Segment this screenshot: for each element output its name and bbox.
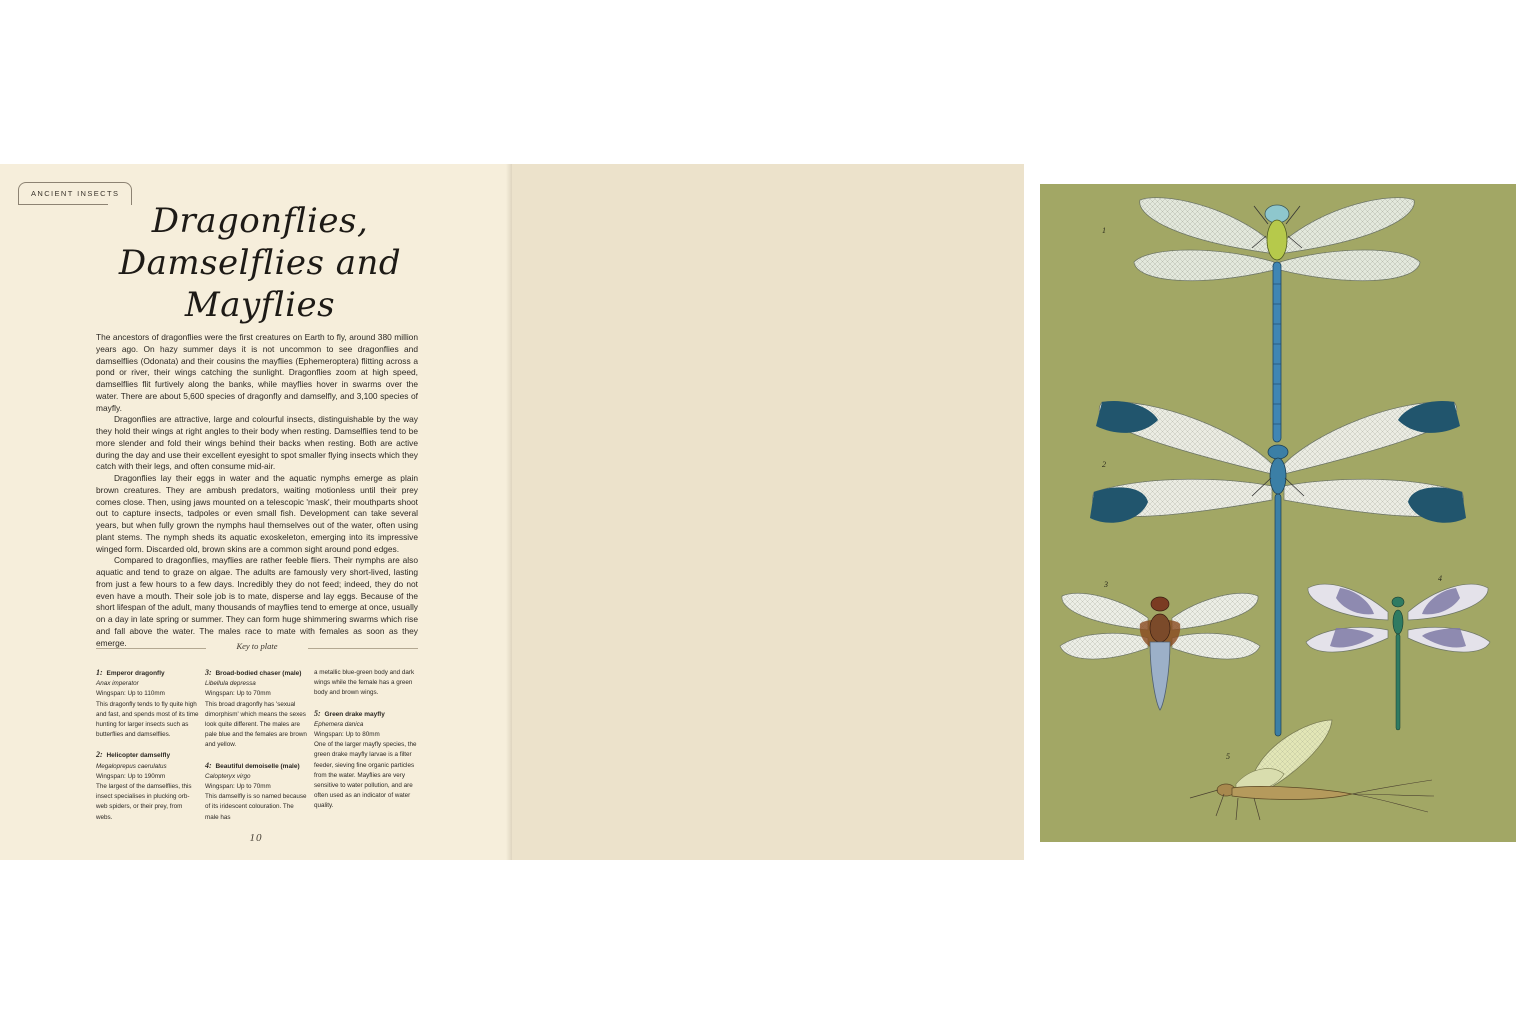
insect-illustrations bbox=[1040, 184, 1516, 842]
key-entry-name: Broad-bodied chaser (male) bbox=[215, 670, 302, 677]
key-entry-wingspan: Wingspan: Up to 70mm bbox=[205, 783, 271, 791]
key-column-1 bbox=[96, 668, 200, 833]
key-column-2 bbox=[205, 668, 309, 833]
key-entry-1 bbox=[96, 668, 200, 740]
key-entry-description: One of the larger mayfly species, the green drake mayfly larvae is a filter feeder, sieving fine organic particles from the water. Mayflies are very sensitive to water pollution, and are often used as an indicator of water quality. bbox=[314, 741, 417, 810]
plate-number-1: 1 bbox=[1102, 226, 1106, 235]
page-number: 10 bbox=[249, 832, 263, 844]
plate-number-5: 5 bbox=[1226, 752, 1230, 761]
title-line-2: Damselflies and bbox=[118, 243, 402, 283]
helicopter-damselfly-illustration bbox=[1090, 401, 1466, 736]
key-entry-description: The largest of the damselflies, this insect specialises in plucking orb-web spiders, or their prey, from webs. bbox=[96, 783, 192, 821]
key-entry-scientific-name: Anax imperator bbox=[96, 680, 139, 688]
key-entry-2 bbox=[96, 750, 200, 822]
body-paragraph-2: Dragonflies are attractive, large and colourful insects, distinguishable by the way they hold their wings at right angles to their body when resting. Damselflies tend to be more slender and fold their wings behind their backs when resting. Both are active during the day and use their excellent eyesight to spot smaller flying insects which they catch with their legs, and often consume mid-air. bbox=[96, 414, 418, 472]
key-entry-scientific-name: Megaloprepus caerulatus bbox=[96, 762, 167, 770]
section-tag: ANCIENT INSECTS bbox=[18, 182, 132, 205]
key-rule-right bbox=[308, 648, 418, 649]
key-entry-description: This dragonfly tends to fly quite high and fast, and spends most of its time hunting for larger insects such as butterflies and damselflies. bbox=[96, 700, 199, 739]
key-entry-number: 2: bbox=[96, 750, 103, 760]
key-entry-scientific-name: Ephemera danica bbox=[314, 720, 364, 728]
illustration-plate bbox=[1040, 184, 1516, 842]
key-entry-wingspan: Wingspan: Up to 80mm bbox=[314, 731, 380, 739]
key-entry-name: Helicopter damselfly bbox=[106, 752, 171, 760]
key-entry-name: Beautiful demoiselle (male) bbox=[215, 762, 300, 770]
key-entry-wingspan: Wingspan: Up to 190mm bbox=[96, 772, 166, 780]
book-spread bbox=[0, 164, 1442, 860]
body-paragraph-1: The ancestors of dragonflies were the first creatures on Earth to fly, around 380 million years ago. On hazy summer days it is not uncommon to see dragonflies and damselflies (Odonata) and their cousins the mayflies (Ephemeroptera) flitting across a pond or river, their wings catching the sunlight. Dragonflies zoom at high speed, damselflies flit furtively along the banks, while mayflies hover in swarms over the water. There are about 5,600 species of dragonfly and damselfly, and 3,100 species of mayfly. bbox=[96, 332, 418, 413]
key-heading-label: Key to plate bbox=[236, 641, 278, 651]
emperor-dragonfly-illustration bbox=[1134, 198, 1420, 442]
right-page bbox=[512, 164, 1442, 860]
key-column-3 bbox=[314, 668, 418, 822]
page-title bbox=[60, 200, 460, 326]
left-page bbox=[0, 164, 512, 860]
broad-bodied-chaser-illustration bbox=[1060, 593, 1260, 710]
key-entry-name: Green drake mayfly bbox=[324, 710, 385, 718]
body-text bbox=[96, 332, 418, 649]
title-line-1: Dragonflies, bbox=[151, 201, 369, 241]
key-entry-scientific-name: Calopteryx virgo bbox=[205, 772, 251, 780]
key-entry-number: 5: bbox=[314, 708, 321, 718]
key-entry-number: 4: bbox=[205, 760, 212, 770]
green-drake-mayfly-illustration bbox=[1190, 720, 1434, 820]
plate-number-3: 3 bbox=[1104, 580, 1108, 589]
key-entry-wingspan: Wingspan: Up to 110mm bbox=[96, 690, 165, 698]
beautiful-demoiselle-illustration bbox=[1306, 584, 1490, 730]
key-entry-number: 1: bbox=[96, 668, 103, 677]
key-entry-wingspan: Wingspan: Up to 70mm bbox=[205, 690, 271, 698]
key-entry-name: Emperor dragonfly bbox=[106, 670, 165, 677]
body-paragraph-4: Compared to dragonflies, mayflies are rather feeble fliers. Their nymphs are also aquatic and tend to graze on algae. The adults are famously very short-lived, lasting from just a few hours to a few days. Incredibly they do not feed; indeed, they do not even have a mouth. Their sole job is to mate, disperse and lay eggs. Because of the short lifespan of the adult, many thousands of mayflies tend to emerge at once, usually on a day in late spring or summer. They can form huge shimmering swarms which rise and fall above the water. The males race to mate with females as soon as they emerge. bbox=[96, 555, 418, 648]
plate-number-4: 4 bbox=[1438, 574, 1442, 583]
body-paragraph-3: Dragonflies lay their eggs in water and the aquatic nymphs emerge as plain brown creatures. They are ambush predators, waiting motionless until their prey comes close. Then, using jaws mounted on a telescopic 'mask', their mouthparts shoot out to capture insects, tadpoles or even small fish. Development can take several years, but when fully grown the nymphs haul themselves out of the water, often using plant stems. The nymph sheds its aquatic exoskeleton, emerging into its impressive winged form. Discarded old, brown skins are a common sight around pond edges. bbox=[96, 473, 418, 554]
plate-number-2: 2 bbox=[1102, 460, 1106, 469]
key-entry-4-continued: a metallic blue-green body and dark wings while the female has a green body and brown wings. bbox=[314, 669, 415, 697]
key-entry-3 bbox=[205, 668, 309, 751]
key-entry-scientific-name: Libellula depressa bbox=[205, 680, 256, 688]
key-heading bbox=[96, 640, 418, 656]
title-line-3: Mayflies bbox=[184, 285, 336, 325]
key-entry-description: This broad dragonfly has 'sexual dimorphism' which means the sexes look quite different. The males are pale blue and the females are brown and yellow. bbox=[205, 700, 307, 749]
key-entry-4 bbox=[205, 761, 309, 823]
key-entry-number: 3: bbox=[205, 668, 212, 677]
key-entry-description: This damselfly is so named because of its iridescent colouration. The male has bbox=[205, 793, 307, 821]
key-entry-5 bbox=[314, 709, 418, 812]
